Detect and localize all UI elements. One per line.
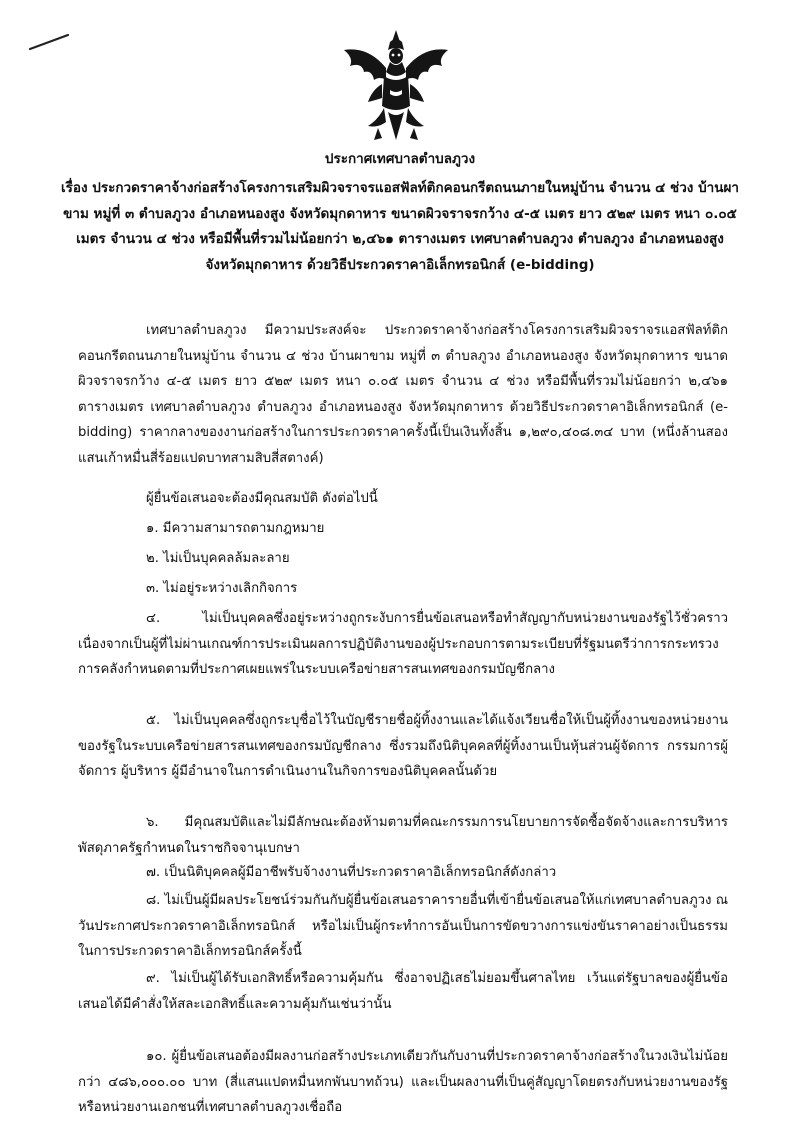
- qualification-item: ๕. ไม่เป็นบุคคลซึ่งถูกระบุชื่อไว้ในบัญชีรายชื่อผู้ทิ้งงานและได้แจ้งเวียนชื่อให้เป็นผู้ทิ้งงานของหน่วยงานของรัฐในระบบเครือข่ายสารสนเทศของกรมบัญชีกลาง ซึ่งรวมถึงนิติบุคคลที่ผู้ทิ้งงานเป็นหุ้นส่วนผู้จัดการ กรรมการผู้จัดการ ผู้บริหาร ผู้มีอำนาจในการดำเนินงานในกิจการของนิติบุคคลนั้นด้วย: [78, 713, 728, 780]
- qualification-item: ๔. ไม่เป็นบุคคลซึ่งอยู่ระหว่างถูกระงับการยื่นข้อเสนอหรือทำสัญญากับหน่วยงานของรัฐไว้ชั่วคราว เนื่องจากเป็นผู้ที่ไม่ผ่านเกณฑ์การประเมินผลการปฏิบัติงานของผู้ประกอบการตามระเบียบที่รัฐมนตรีว่าการกระทรวงการคลังกำหนดตามที่ประกาศเผยแพร่ในระบบเครือข่ายสารสนเทศของกรมบัญชีกลาง: [78, 611, 728, 678]
- qualification-item: ๒. ไม่เป็นบุคคลล้มละลาย: [146, 551, 290, 566]
- qualification-item: ๑๐. ผู้ยื่นข้อเสนอต้องมีผลงานก่อสร้างประเภทเดียวกันกับงานที่ประกวดราคาจ้างก่อสร้างในวงเงินไม่น้อยกว่า ๔๘๖,๐๐๐.๐๐ บาท (สี่แสนแปดหมื่นหกพันบาทถ้วน) และเป็นผลงานที่เป็นคู่สัญญาโดยตรงกับหน่วยงานของรัฐ หรือหน่วยงานเอกชนที่เทศบาลตำบลภูวงเชื่อถือ: [78, 1049, 728, 1116]
- qualification-item: ๖. มีคุณสมบัติและไม่มีลักษณะต้องห้ามตามที่คณะกรรมการนโยบายการจัดซื้อจัดจ้างและการบริหารพัสดุภาครัฐกำหนดในราชกิจจานุเบกษา: [78, 815, 728, 856]
- announcement-title: ประกาศเทศบาลตำบลภูวง: [324, 151, 476, 167]
- intro-paragraph: เทศบาลตำบลภูวง มีความประสงค์จะ ประกวดราคาจ้างก่อสร้างโครงการเสริมผิวจราจรแอสฟัลท์ติกคอนกรีตถนนภายในหมู่บ้าน จำนวน ๔ ช่วง บ้านผาขาม หมู่ที่ ๓ ตำบลภูวง อำเภอหนองสูง จังหวัดมุกดาหาร ขนาดผิวจราจรกว้าง ๔-๕ เมตร ยาว ๕๒๙ เมตร หนา ๐.๐๕ เมตร จำนวน ๔ ช่วง หรือมีพื้นที่รวมไม่น้อยกว่า ๒,๔๖๑ ตารางเมตร เทศบาลตำบลภูวง ตำบลภูวง อำเภอหนองสูง จังหวัดมุกดาหาร ด้วยวิธีประกวดราคาอิเล็กทรอนิกส์ (e-bidding) ราคากลางของงานก่อสร้างในการประกวดราคาครั้งนี้เป็นเงินทั้งสิ้น ๑,๒๙๐,๔๐๘.๓๔ บาท (หนึ่งล้านสองแสนเก้าหมื่นสี่ร้อยแปดบาทสามสิบสี่สตางค์): [78, 323, 728, 466]
- qualification-item: ๙. ไม่เป็นผู้ได้รับเอกสิทธิ์หรือความคุ้มกัน ซึ่งอาจปฏิเสธไม่ยอมขึ้นศาลไทย เว้นแต่รัฐบาลของผู้ยื่นข้อเสนอได้มีคำสั่งให้สละเอกสิทธิ์และความคุ้มกันเช่นว่านั้น: [78, 971, 728, 1012]
- qualification-item: ๘. ไม่เป็นผู้มีผลประโยชน์ร่วมกันกับผู้ยื่นข้อเสนอราคารายอื่นที่เข้ายื่นข้อเสนอให้แก่เทศบาลตำบลภูวง ณ วันประกาศประกวดราคาอิเล็กทรอนิกส์ หรือไม่เป็นผู้กระทำการอันเป็นการขัดขวางการแข่งขันราคาอย่างเป็นธรรม ในการประกวดราคาอิเล็กทรอนิกส์ครั้งนี้: [78, 893, 728, 960]
- pen-stroke-mark: [28, 32, 70, 52]
- announcement-subject: เรื่อง ประกวดราคาจ้างก่อสร้างโครงการเสริมผิวจราจรแอสฟัลท์ติกคอนกรีตถนนภายในหมู่บ้าน จำนวน ๔ ช่วง บ้านผาขาม หมู่ที่ ๓ ตำบลภูวง อำเภอหนองสูง จังหวัดมุกดาหาร ขนาดผิวจราจรกว้าง ๔-๕ เมตร ยาว ๕๒๙ เมตร หนา ๐.๐๕ เมตร จำนวน ๔ ช่วง หรือมีพื้นที่รวมไม่น้อยกว่า ๒,๔๖๑ ตารางเมตร เทศบาลตำบลภูวง ตำบลภูวง อำเภอหนองสูง จังหวัดมุกดาหาร ด้วยวิธีประกวดราคาอิเล็กทรอนิกส์ (e-bidding): [61, 180, 739, 273]
- garuda-emblem-icon: [338, 28, 454, 148]
- qualification-item: ๗. เป็นนิติบุคคลผู้มีอาชีพรับจ้างงานที่ประกวดราคาอิเล็กทรอนิกส์ดังกล่าว: [146, 865, 557, 880]
- qualification-item: ๑. มีความสามารถตามกฎหมาย: [146, 521, 325, 536]
- qualification-item: ๓. ไม่อยู่ระหว่างเลิกกิจการ: [146, 581, 298, 596]
- qualifications-heading: ผู้ยื่นข้อเสนอจะต้องมีคุณสมบัติ ดังต่อไปนี้: [146, 491, 378, 506]
